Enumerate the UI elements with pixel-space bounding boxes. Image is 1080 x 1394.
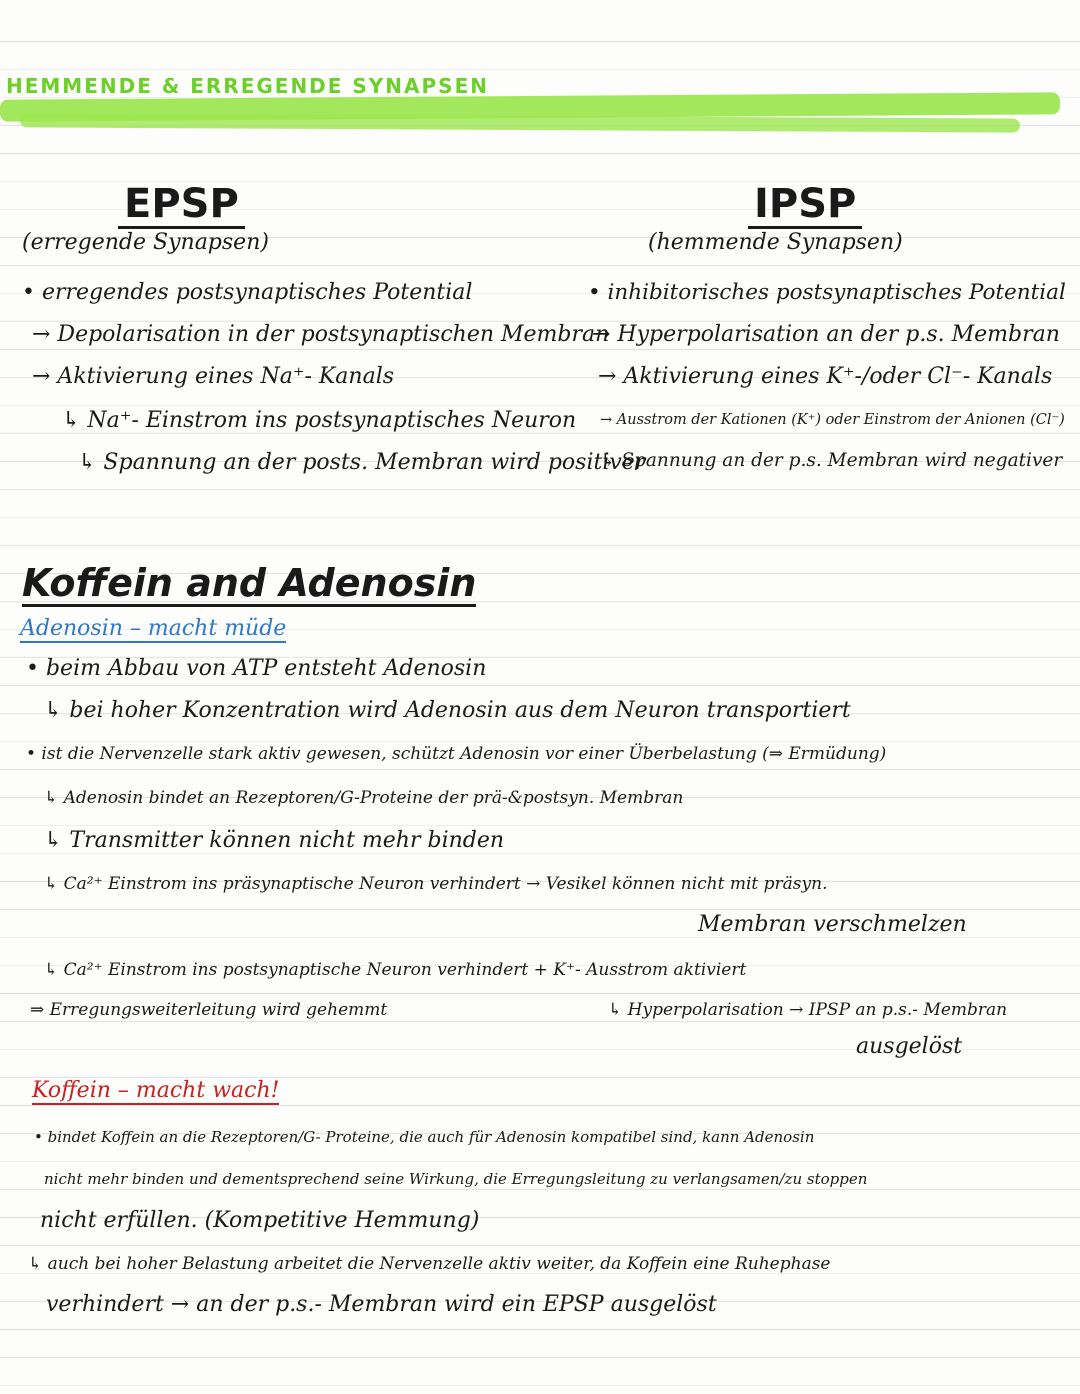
- adenosin-line-7: Membran verschmelzen: [698, 912, 967, 937]
- page-title: HEMMENDE & ERREGENDE SYNAPSEN: [6, 74, 489, 98]
- koffein-line-3: nicht erfüllen. (Kompetitive Hemmung): [40, 1208, 480, 1233]
- koffein-line-1: • bindet Koffein an die Rezeptoren/G- Proteine, die auch für Adenosin kompatibel sind, kann Adenosin: [34, 1128, 815, 1146]
- adenosin-line-1: • beim Abbau von ATP entsteht Adenosin: [26, 656, 487, 681]
- adenosin-line-10: ↳ Hyperpolarisation → IPSP an p.s.- Membran: [608, 1000, 1008, 1020]
- ipsp-line-4: → Ausstrom der Kationen (K⁺) oder Einstrom der Anionen (Cl⁻): [600, 412, 1065, 428]
- epsp-line-3: → Aktivierung eines Na⁺- Kanals: [32, 364, 395, 389]
- epsp-subtitle: (erregende Synapsen): [22, 230, 269, 255]
- epsp-line-5: ↳ Spannung an der posts. Membran wird positiver: [78, 450, 646, 475]
- title-block: [0, 70, 1080, 160]
- title-highlight-stroke-lower: [20, 113, 1020, 132]
- epsp-heading: EPSP: [118, 182, 245, 229]
- epsp-line-1: • erregendes postsynaptisches Potential: [22, 280, 473, 305]
- ipsp-line-2: → Hyperpolarisation an der p.s. Membran: [592, 322, 1060, 347]
- adenosin-line-8: ↳ Ca²⁺ Einstrom ins postsynaptische Neuron verhindert + K⁺- Ausstrom aktiviert: [44, 960, 747, 980]
- epsp-line-4: ↳ Na⁺- Einstrom ins postsynaptisches Neuron: [62, 408, 577, 433]
- ipsp-line-5: ↳ Spannung an der p.s. Membran wird negativer: [600, 450, 1063, 471]
- adenosin-line-4: ↳ Adenosin bindet an Rezeptoren/G-Proteine der prä-&postsyn. Membran: [44, 788, 684, 808]
- epsp-line-2: → Depolarisation in der postsynaptischen Membran: [32, 322, 610, 347]
- koffein-line-4: ↳ auch bei hoher Belastung arbeitet die Nervenzelle aktiv weiter, da Koffein eine Ruhephase: [28, 1254, 831, 1274]
- ipsp-line-1: • inhibitorisches postsynaptisches Potential: [588, 280, 1066, 305]
- section-title-koffein-adenosin: Koffein and Adenosin: [22, 561, 477, 605]
- koffein-heading: Koffein – macht wach!: [32, 1078, 280, 1103]
- ipsp-line-3: → Aktivierung eines K⁺-/oder Cl⁻- Kanals: [598, 364, 1053, 389]
- adenosin-line-9: ⇒ Erregungsweiterleitung wird gehemmt: [30, 1000, 388, 1020]
- adenosin-line-2: ↳ bei hoher Konzentration wird Adenosin aus dem Neuron transportiert: [44, 698, 851, 723]
- adenosin-heading: Adenosin – macht müde: [20, 616, 287, 641]
- ipsp-subtitle: (hemmende Synapsen): [648, 230, 903, 255]
- ipsp-heading: IPSP: [748, 182, 862, 229]
- adenosin-line-6: ↳ Ca²⁺ Einstrom ins präsynaptische Neuron verhindert → Vesikel können nicht mit präsyn.: [44, 874, 828, 894]
- koffein-line-5: verhindert → an der p.s.- Membran wird ein EPSP ausgelöst: [46, 1292, 717, 1317]
- koffein-line-2: nicht mehr binden und dementsprechend seine Wirkung, die Erregungsleitung zu verlangsamen/zu stoppen: [44, 1170, 868, 1188]
- adenosin-line-3: • ist die Nervenzelle stark aktiv gewesen, schützt Adenosin vor einer Überbelastung (⇒ Ermüdung): [26, 744, 887, 764]
- adenosin-line-11: ausgelöst: [856, 1034, 963, 1059]
- adenosin-line-5: ↳ Transmitter können nicht mehr binden: [44, 828, 505, 853]
